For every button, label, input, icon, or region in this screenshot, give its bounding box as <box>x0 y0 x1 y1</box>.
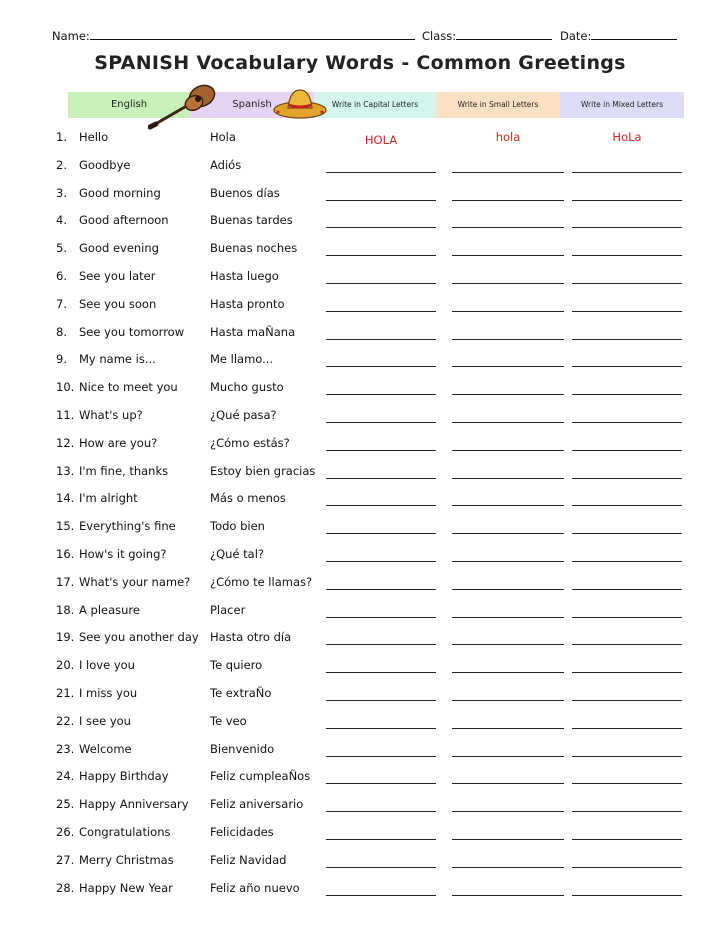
name-field[interactable] <box>52 28 415 43</box>
mixed-letters-blank[interactable] <box>572 700 682 701</box>
row-number: 20. <box>56 658 75 673</box>
page-title: SPANISH Vocabulary Words - Common Greetings <box>94 52 626 74</box>
english-word: I love you <box>79 658 135 673</box>
capital-letters-blank[interactable] <box>326 339 436 340</box>
spanish-word: Adiós <box>210 157 242 172</box>
vocabulary-row <box>0 436 720 458</box>
english-word: I'm alright <box>79 491 138 506</box>
mixed-letters-blank[interactable] <box>572 422 682 423</box>
capital-letters-blank[interactable] <box>326 700 436 701</box>
capital-letters-blank[interactable] <box>326 478 436 479</box>
spanish-word: Más o menos <box>210 491 286 506</box>
small-letters-blank[interactable] <box>452 200 564 201</box>
english-word: I see you <box>79 713 131 728</box>
capital-letters-blank[interactable] <box>326 811 436 812</box>
english-word: Merry Christmas <box>79 852 174 867</box>
english-word: How are you? <box>79 435 158 450</box>
spanish-word: Mucho gusto <box>210 380 284 395</box>
row-number: 13. <box>56 463 75 478</box>
small-letters-blank[interactable] <box>452 505 564 506</box>
row-number: 28. <box>56 880 75 895</box>
guitar-icon <box>148 82 218 132</box>
column-header-capital: Write in Capital Letters <box>314 92 436 118</box>
example-mixed: HoLa <box>612 130 642 144</box>
small-letters-blank[interactable] <box>452 589 564 590</box>
row-number: 16. <box>56 547 75 561</box>
row-number: 19. <box>56 630 75 645</box>
small-letters-blank[interactable] <box>452 422 564 423</box>
row-number: 11. <box>56 408 75 422</box>
spanish-word: Hasta maÑana <box>210 324 296 339</box>
date-field[interactable] <box>560 28 677 43</box>
row-number: 1. <box>56 130 67 144</box>
mixed-letters-blank[interactable] <box>572 783 682 784</box>
column-header-small: Write in Small Letters <box>436 92 560 118</box>
row-number: 8. <box>56 324 67 339</box>
small-letters-blank[interactable] <box>452 700 564 701</box>
vocabulary-row <box>0 519 720 541</box>
sombrero-icon <box>272 86 328 120</box>
capital-letters-blank[interactable] <box>326 505 436 506</box>
date-blank[interactable] <box>591 28 677 40</box>
capital-letters-blank[interactable] <box>326 839 436 840</box>
vocabulary-row <box>0 686 720 708</box>
small-letters-blank[interactable] <box>452 672 564 673</box>
small-letters-blank[interactable] <box>452 811 564 812</box>
spanish-word: Bienvenido <box>210 741 275 756</box>
capital-letters-blank[interactable] <box>326 867 436 868</box>
english-word: My name is... <box>79 352 156 367</box>
example-small: hola <box>495 130 521 144</box>
spanish-word: Placer <box>210 602 246 617</box>
capital-letters-blank[interactable] <box>326 783 436 784</box>
small-letters-blank[interactable] <box>452 533 564 534</box>
small-letters-blank[interactable] <box>452 839 564 840</box>
row-number: 5. <box>56 241 67 256</box>
mixed-letters-blank[interactable] <box>572 172 682 173</box>
english-word: See you another day <box>79 630 199 645</box>
vocabulary-row <box>0 881 720 903</box>
spanish-word: Feliz cumpleaÑos <box>210 769 311 784</box>
vocabulary-row <box>0 158 720 180</box>
capital-letters-blank[interactable] <box>326 895 436 896</box>
mixed-letters-blank[interactable] <box>572 756 682 757</box>
student-info-line <box>52 28 682 48</box>
mixed-letters-blank[interactable] <box>572 255 682 256</box>
spanish-word: Te veo <box>210 713 247 728</box>
row-number: 21. <box>56 686 75 700</box>
column-header-spanish: Spanish <box>190 92 314 118</box>
capital-letters-blank[interactable] <box>326 589 436 590</box>
spanish-word: Estoy bien gracias <box>210 463 316 478</box>
row-number: 4. <box>56 213 67 228</box>
spanish-word: Me llamo... <box>210 352 274 367</box>
small-letters-blank[interactable] <box>452 255 564 256</box>
mixed-letters-blank[interactable] <box>572 227 682 228</box>
column-header-band <box>0 92 720 118</box>
small-letters-blank[interactable] <box>452 783 564 784</box>
vocabulary-row <box>0 352 720 374</box>
small-letters-blank[interactable] <box>452 172 564 173</box>
column-header-english: English <box>68 92 190 118</box>
spanish-word: Hola <box>210 130 236 144</box>
vocabulary-row <box>0 603 720 625</box>
english-word: Happy New Year <box>79 880 173 895</box>
spanish-word: Hasta otro día <box>210 630 292 645</box>
capital-letters-blank[interactable] <box>326 311 436 312</box>
row-number: 7. <box>56 296 67 311</box>
english-word: Good evening <box>79 241 159 256</box>
small-letters-blank[interactable] <box>452 561 564 562</box>
capital-letters-blank[interactable] <box>326 617 436 618</box>
spanish-word: Todo bien <box>210 519 265 534</box>
vocabulary-row <box>0 491 720 513</box>
mixed-letters-blank[interactable] <box>572 811 682 812</box>
english-word: Hello <box>79 130 109 144</box>
spanish-word: Te extraÑo <box>210 686 272 700</box>
english-word: I miss you <box>79 686 138 700</box>
vocabulary-row <box>0 825 720 847</box>
small-letters-blank[interactable] <box>452 478 564 479</box>
vocabulary-row <box>0 742 720 764</box>
vocabulary-row <box>0 241 720 263</box>
english-word: A pleasure <box>79 602 140 617</box>
row-number: 22. <box>56 713 75 728</box>
capital-letters-blank[interactable] <box>326 756 436 757</box>
capital-letters-blank[interactable] <box>326 200 436 201</box>
capital-letters-blank[interactable] <box>326 394 436 395</box>
mixed-letters-blank[interactable] <box>572 478 682 479</box>
capital-letters-blank[interactable] <box>326 450 436 451</box>
small-letters-blank[interactable] <box>452 339 564 340</box>
row-number: 9. <box>56 352 67 367</box>
spanish-word: ¿Cómo estás? <box>210 435 290 450</box>
spanish-word: Hasta luego <box>210 269 279 283</box>
spanish-word: Te quiero <box>210 658 263 673</box>
mixed-letters-blank[interactable] <box>572 561 682 562</box>
capital-letters-blank[interactable] <box>326 172 436 173</box>
mixed-letters-blank[interactable] <box>572 339 682 340</box>
small-letters-blank[interactable] <box>452 728 564 729</box>
row-number: 14. <box>56 491 75 506</box>
english-word: Congratulations <box>79 825 171 839</box>
english-word: Goodbye <box>79 157 131 172</box>
english-word: How's it going? <box>79 547 167 561</box>
capital-letters-blank[interactable] <box>326 255 436 256</box>
english-word: Everything's fine <box>79 519 176 534</box>
capital-letters-blank[interactable] <box>326 644 436 645</box>
capital-letters-blank[interactable] <box>326 366 436 367</box>
vocabulary-row <box>0 630 720 652</box>
capital-letters-blank[interactable] <box>326 227 436 228</box>
vocabulary-row <box>0 547 720 569</box>
vocabulary-row <box>0 575 720 597</box>
row-number: 25. <box>56 797 75 812</box>
mixed-letters-blank[interactable] <box>572 283 682 284</box>
capital-letters-blank[interactable] <box>326 283 436 284</box>
row-number: 27. <box>56 852 75 867</box>
row-number: 10. <box>56 380 75 395</box>
row-number: 15. <box>56 519 75 534</box>
small-letters-blank[interactable] <box>452 283 564 284</box>
spanish-word: Buenas tardes <box>210 213 293 228</box>
mixed-letters-blank[interactable] <box>572 589 682 590</box>
vocabulary-row <box>0 130 720 152</box>
vocabulary-row <box>0 658 720 680</box>
vocabulary-row <box>0 714 720 736</box>
mixed-letters-blank[interactable] <box>572 895 682 896</box>
capital-letters-blank[interactable] <box>326 728 436 729</box>
vocabulary-row <box>0 186 720 208</box>
english-word: Good afternoon <box>79 213 169 228</box>
row-number: 18. <box>56 602 75 617</box>
row-number: 12. <box>56 435 75 450</box>
class-field[interactable] <box>422 28 552 43</box>
spanish-word: Feliz Navidad <box>210 852 287 867</box>
spanish-word: Buenas noches <box>210 241 298 256</box>
spanish-word: Buenos días <box>210 185 280 200</box>
english-word: Happy Anniversary <box>79 797 189 812</box>
mixed-letters-blank[interactable] <box>572 644 682 645</box>
mixed-letters-blank[interactable] <box>572 728 682 729</box>
small-letters-blank[interactable] <box>452 617 564 618</box>
class-label: Class: <box>422 29 457 43</box>
mixed-letters-blank[interactable] <box>572 533 682 534</box>
vocabulary-row <box>0 464 720 486</box>
date-label: Date: <box>560 29 592 43</box>
small-letters-blank[interactable] <box>452 644 564 645</box>
row-number: 3. <box>56 185 67 200</box>
mixed-letters-blank[interactable] <box>572 311 682 312</box>
english-word: Welcome <box>79 741 132 756</box>
english-word: I'm fine, thanks <box>79 463 169 478</box>
spanish-word: Hasta pronto <box>210 296 285 311</box>
english-word: What's up? <box>79 408 143 422</box>
name-blank[interactable] <box>90 28 415 40</box>
mixed-letters-blank[interactable] <box>572 867 682 868</box>
example-capital: HOLA <box>364 133 398 147</box>
row-number: 17. <box>56 574 75 589</box>
column-header-mixed: Write in Mixed Letters <box>560 92 684 118</box>
small-letters-blank[interactable] <box>452 311 564 312</box>
vocabulary-row <box>0 297 720 319</box>
english-word: See you later <box>79 269 156 283</box>
mixed-letters-blank[interactable] <box>572 450 682 451</box>
capital-letters-blank[interactable] <box>326 561 436 562</box>
spanish-word: ¿Cómo te llamas? <box>210 574 313 589</box>
row-number: 24. <box>56 769 75 784</box>
english-word: See you tomorrow <box>79 324 185 339</box>
small-letters-blank[interactable] <box>452 227 564 228</box>
vocabulary-row <box>0 213 720 235</box>
small-letters-blank[interactable] <box>452 366 564 367</box>
mixed-letters-blank[interactable] <box>572 394 682 395</box>
row-number: 6. <box>56 269 67 283</box>
mixed-letters-blank[interactable] <box>572 617 682 618</box>
row-number: 2. <box>56 157 67 172</box>
vocabulary-row <box>0 325 720 347</box>
name-label: Name: <box>52 29 90 43</box>
row-number: 23. <box>56 741 75 756</box>
capital-letters-blank[interactable] <box>326 672 436 673</box>
vocabulary-row <box>0 408 720 430</box>
small-letters-blank[interactable] <box>452 756 564 757</box>
vocabulary-row <box>0 269 720 291</box>
capital-letters-blank[interactable] <box>326 533 436 534</box>
vocabulary-row <box>0 380 720 402</box>
english-word: Nice to meet you <box>79 380 178 395</box>
small-letters-blank[interactable] <box>452 394 564 395</box>
english-word: Good morning <box>79 185 161 200</box>
capital-letters-blank[interactable] <box>326 422 436 423</box>
vocabulary-row <box>0 769 720 791</box>
mixed-letters-blank[interactable] <box>572 366 682 367</box>
english-word: What's your name? <box>79 574 191 589</box>
vocabulary-row <box>0 797 720 819</box>
row-number: 26. <box>56 825 75 839</box>
class-blank[interactable] <box>456 28 552 40</box>
small-letters-blank[interactable] <box>452 867 564 868</box>
mixed-letters-blank[interactable] <box>572 672 682 673</box>
spanish-word: ¿Qué pasa? <box>210 408 277 422</box>
mixed-letters-blank[interactable] <box>572 200 682 201</box>
spanish-word: ¿Qué tal? <box>210 547 265 561</box>
spanish-word: Feliz aniversario <box>210 797 304 812</box>
small-letters-blank[interactable] <box>452 895 564 896</box>
mixed-letters-blank[interactable] <box>572 505 682 506</box>
mixed-letters-blank[interactable] <box>572 839 682 840</box>
vocabulary-row <box>0 853 720 875</box>
spanish-word: Felicidades <box>210 825 274 839</box>
spanish-word: Feliz año nuevo <box>210 880 300 895</box>
english-word: Happy Birthday <box>79 769 169 784</box>
small-letters-blank[interactable] <box>452 450 564 451</box>
english-word: See you soon <box>79 296 157 311</box>
